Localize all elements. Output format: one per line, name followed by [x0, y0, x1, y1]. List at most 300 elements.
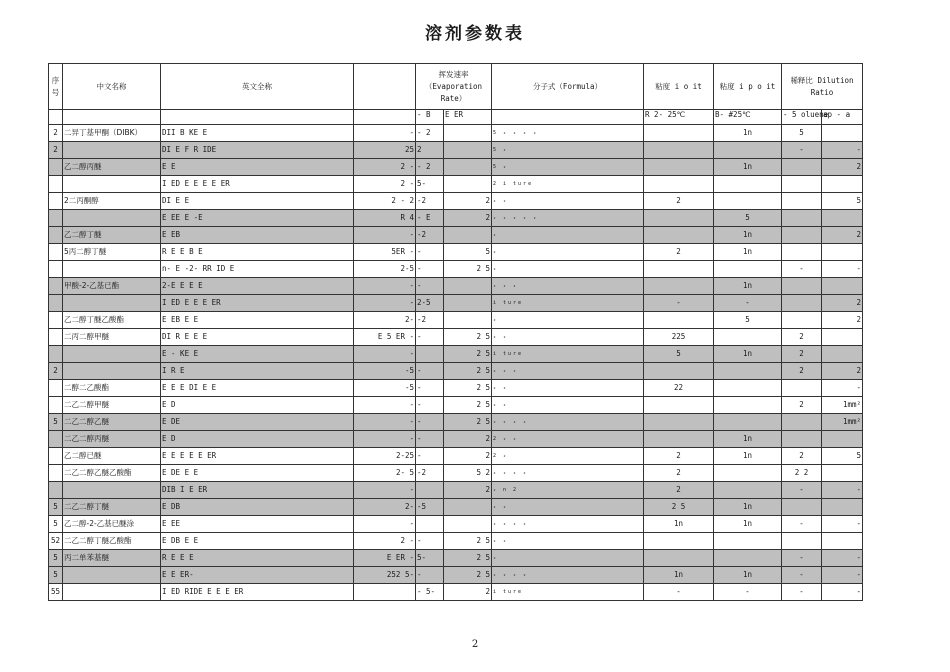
cell-dilution-2: 5 [822, 193, 863, 210]
cell-evap-rate-a: - [416, 329, 444, 346]
cell-evap-rate-a: - E [416, 210, 444, 227]
cell-value-col-4: 25 [354, 142, 416, 159]
header-cn-name: 中文名称 [63, 64, 161, 110]
cell-row-number [49, 482, 63, 499]
table-row [49, 567, 863, 584]
cell-viscosity-1 [644, 397, 714, 414]
cell-row-number [49, 244, 63, 261]
cell-dilution-1 [782, 533, 822, 550]
cell-viscosity-1 [644, 142, 714, 159]
cell-viscosity-2 [714, 193, 782, 210]
cell-evap-rate-a: - 2 [416, 159, 444, 176]
cell-value-col-4: 2- [354, 499, 416, 516]
cell-dilution-2: 1mm² [822, 414, 863, 431]
cell-english-name: E D [161, 397, 354, 414]
cell-value-col-4: -5 [354, 380, 416, 397]
cell-evap-rate-a: 2-5 [416, 295, 444, 312]
cell-value-col-4: - [354, 414, 416, 431]
cell-evap-rate-a: - 5- [416, 584, 444, 601]
cell-evap-rate-b: 2 5 [444, 261, 492, 278]
header-dilution-ratio: 稀释比 Dilution Ratio [782, 64, 863, 110]
cell-row-number [49, 227, 63, 244]
cell-chinese-name [63, 482, 161, 499]
cell-dilution-1: 2 [782, 448, 822, 465]
cell-row-number: 2 [49, 125, 63, 142]
table-row [49, 499, 863, 516]
cell-dilution-2: 1mm² [822, 397, 863, 414]
cell-row-number [49, 346, 63, 363]
cell-dilution-2: - [822, 142, 863, 159]
cell-evap-rate-b [444, 227, 492, 244]
cell-viscosity-2 [714, 261, 782, 278]
cell-row-number [49, 295, 63, 312]
cell-english-name: I ED RIDE E E E ER [161, 584, 354, 601]
cell-dilution-1 [782, 414, 822, 431]
cell-viscosity-2 [714, 142, 782, 159]
cell-value-col-4: -5 [354, 363, 416, 380]
cell-dilution-1 [782, 431, 822, 448]
cell-evap-rate-b [444, 125, 492, 142]
cell-dilution-1 [782, 295, 822, 312]
cell-formula: ₂ ₂ ₂ [492, 363, 644, 380]
cell-formula: ₂ [492, 550, 644, 567]
cell-chinese-name [63, 584, 161, 601]
cell-formula: ₂ ₂ [492, 397, 644, 414]
cell-row-number [49, 278, 63, 295]
table-row [49, 312, 863, 329]
cell-viscosity-1: 2 [644, 482, 714, 499]
cell-formula: ₂ [492, 227, 644, 244]
cell-dilution-1: 2 [782, 346, 822, 363]
cell-dilution-1: - [782, 261, 822, 278]
cell-formula: 5 ₂ [492, 142, 644, 159]
cell-chinese-name: 二乙二醇乙醚乙酸酯 [63, 465, 161, 482]
cell-dilution-1 [782, 244, 822, 261]
cell-chinese-name: 乙二醇丁醚 [63, 227, 161, 244]
cell-dilution-1 [782, 193, 822, 210]
cell-evap-rate-a [416, 482, 444, 499]
subheader-dilution-b: ap - a [822, 110, 863, 125]
cell-formula: ₂ [492, 261, 644, 278]
cell-evap-rate-a [416, 516, 444, 533]
cell-dilution-1 [782, 227, 822, 244]
cell-evap-rate-a: -5 [416, 499, 444, 516]
cell-dilution-2 [822, 244, 863, 261]
cell-evap-rate-a: -2 [416, 312, 444, 329]
cell-row-number [49, 465, 63, 482]
cell-chinese-name: 甲酸-2-乙基已酯 [63, 278, 161, 295]
cell-dilution-2: 2 [822, 159, 863, 176]
cell-evap-rate-a: -2 [416, 227, 444, 244]
cell-dilution-2: - [822, 261, 863, 278]
cell-formula: i ture [492, 346, 644, 363]
header-viscosity-1: 粘度 i o it [644, 64, 714, 110]
cell-formula: ₂ ₂ [492, 533, 644, 550]
cell-dilution-2: 2 [822, 295, 863, 312]
cell-dilution-1: 2 [782, 363, 822, 380]
cell-viscosity-1 [644, 533, 714, 550]
cell-viscosity-2 [714, 363, 782, 380]
cell-formula: ₂ [492, 244, 644, 261]
cell-viscosity-2 [714, 414, 782, 431]
cell-viscosity-1: 2 5 [644, 499, 714, 516]
cell-evap-rate-a: 5- [416, 550, 444, 567]
cell-viscosity-1: 1n [644, 567, 714, 584]
table-body [49, 125, 863, 601]
cell-english-name: DI E F R IDE [161, 142, 354, 159]
cell-dilution-2 [822, 465, 863, 482]
cell-dilution-2 [822, 125, 863, 142]
header-row [49, 64, 863, 110]
cell-value-col-4: 2-5 [354, 261, 416, 278]
cell-viscosity-1: 225 [644, 329, 714, 346]
cell-dilution-2: 2 [822, 312, 863, 329]
cell-evap-rate-a: - [416, 448, 444, 465]
cell-english-name: E EB E E [161, 312, 354, 329]
cell-dilution-2 [822, 499, 863, 516]
cell-viscosity-2 [714, 533, 782, 550]
cell-english-name: E - KE E [161, 346, 354, 363]
table-row [49, 329, 863, 346]
cell-evap-rate-b: 2 5 [444, 414, 492, 431]
cell-evap-rate-b: 2 [444, 584, 492, 601]
cell-viscosity-2: 1n [714, 278, 782, 295]
table-row [49, 414, 863, 431]
cell-chinese-name: 二乙二醇丁醚 [63, 499, 161, 516]
cell-evap-rate-a: - [416, 414, 444, 431]
cell-viscosity-2 [714, 329, 782, 346]
subheader-dilution-a: - 5 oluene [782, 110, 822, 125]
table-row [49, 380, 863, 397]
solvent-parameter-table [48, 63, 863, 601]
header-no: 序号 [49, 64, 63, 110]
page-title: 溶剂参数表 [425, 24, 525, 44]
cell-chinese-name [63, 567, 161, 584]
cell-english-name: E DE [161, 414, 354, 431]
cell-evap-rate-a [416, 346, 444, 363]
cell-evap-rate-a: - [416, 261, 444, 278]
table-row [49, 125, 863, 142]
cell-row-number [49, 261, 63, 278]
cell-evap-rate-b [444, 295, 492, 312]
cell-row-number [49, 431, 63, 448]
page-number: 2 [471, 639, 479, 650]
cell-row-number [49, 193, 63, 210]
cell-english-name: E DB E E [161, 533, 354, 550]
cell-formula: ₂ ₂ [492, 499, 644, 516]
cell-value-col-4: 2- 5 [354, 465, 416, 482]
cell-viscosity-2: 1n [714, 159, 782, 176]
cell-formula: 2 i ture [492, 176, 644, 193]
cell-evap-rate-b: 2 5 [444, 550, 492, 567]
subheader-evap-b: E ER [444, 110, 492, 125]
cell-evap-rate-b: 2 5 [444, 346, 492, 363]
cell-evap-rate-a: - [416, 244, 444, 261]
cell-chinese-name: 乙二醇丙醚 [63, 159, 161, 176]
cell-value-col-4: R 4 [354, 210, 416, 227]
cell-chinese-name [63, 346, 161, 363]
cell-formula: 2 ₂ ₂ [492, 431, 644, 448]
cell-evap-rate-b: 2 [444, 193, 492, 210]
cell-evap-rate-b: 2 5 [444, 329, 492, 346]
cell-evap-rate-a: - [416, 380, 444, 397]
cell-value-col-4: 2 - [354, 159, 416, 176]
cell-evap-rate-b: 2 [444, 482, 492, 499]
cell-evap-rate-b: 5 [444, 244, 492, 261]
cell-formula: ₂ ₂ ₂ ₂ [492, 465, 644, 482]
subheader-row [49, 110, 863, 125]
cell-chinese-name: 二乙二醇乙醚 [63, 414, 161, 431]
cell-viscosity-2 [714, 397, 782, 414]
cell-dilution-1: - [782, 142, 822, 159]
cell-value-col-4: 2-25 [354, 448, 416, 465]
cell-viscosity-1 [644, 176, 714, 193]
cell-row-number: 2 [49, 363, 63, 380]
cell-evap-rate-a: - [416, 431, 444, 448]
cell-chinese-name [63, 142, 161, 159]
cell-formula: ₂ ₂ ₄ [492, 278, 644, 295]
cell-viscosity-2: 1n [714, 431, 782, 448]
cell-evap-rate-b [444, 499, 492, 516]
cell-evap-rate-b [444, 142, 492, 159]
cell-formula: i ture [492, 584, 644, 601]
cell-formula: 2 ₂ [492, 448, 644, 465]
cell-chinese-name [63, 210, 161, 227]
cell-english-name: DII B KE E [161, 125, 354, 142]
cell-english-name: n- E -2- RR ID E [161, 261, 354, 278]
cell-value-col-4: - [354, 516, 416, 533]
cell-dilution-2 [822, 278, 863, 295]
cell-value-col-4: 2 - [354, 176, 416, 193]
cell-value-col-4 [354, 584, 416, 601]
table-row [49, 159, 863, 176]
cell-english-name: I ED E E E ER [161, 295, 354, 312]
cell-evap-rate-b: 2 [444, 448, 492, 465]
cell-formula: ₂ ₂ ₂ ₂ [492, 567, 644, 584]
cell-row-number: 55 [49, 584, 63, 601]
cell-value-col-4: 252 5- [354, 567, 416, 584]
cell-value-col-4: E 5 ER - [354, 329, 416, 346]
cell-formula: ₂ [492, 312, 644, 329]
header-formula: 分子式（Formula） [492, 64, 644, 110]
cell-chinese-name: 二异丁基甲酮（DIBK） [63, 125, 161, 142]
cell-value-col-4: 2 - 2 [354, 193, 416, 210]
cell-row-number: 5 [49, 516, 63, 533]
cell-evap-rate-a: - [416, 397, 444, 414]
cell-formula: i ture [492, 295, 644, 312]
header-en-name: 英文全称 [161, 64, 354, 110]
cell-evap-rate-b: 2 5 [444, 533, 492, 550]
cell-dilution-2 [822, 431, 863, 448]
cell-formula: ₂ ₂ [492, 193, 644, 210]
cell-row-number [49, 380, 63, 397]
cell-viscosity-1 [644, 159, 714, 176]
cell-english-name: E DE E E [161, 465, 354, 482]
cell-dilution-1: - [782, 584, 822, 601]
cell-english-name: E EE [161, 516, 354, 533]
cell-evap-rate-a: - [416, 278, 444, 295]
cell-evap-rate-b [444, 312, 492, 329]
cell-value-col-4: 2 - [354, 533, 416, 550]
cell-formula: 5 ₂ ₂ ₂ ₂ [492, 125, 644, 142]
table-row [49, 448, 863, 465]
cell-value-col-4: - [354, 346, 416, 363]
cell-dilution-1: - [782, 567, 822, 584]
cell-viscosity-1: 22 [644, 380, 714, 397]
cell-chinese-name: 乙二醇已醚 [63, 448, 161, 465]
cell-value-col-4: - [354, 227, 416, 244]
cell-row-number [49, 312, 63, 329]
cell-viscosity-2: 1n [714, 346, 782, 363]
cell-chinese-name [63, 176, 161, 193]
cell-viscosity-1 [644, 210, 714, 227]
cell-dilution-1 [782, 312, 822, 329]
cell-dilution-1 [782, 499, 822, 516]
table-row [49, 516, 863, 533]
cell-english-name: 2-E E E E [161, 278, 354, 295]
cell-english-name: E E E E E ER [161, 448, 354, 465]
cell-dilution-2 [822, 210, 863, 227]
cell-viscosity-1: - [644, 295, 714, 312]
cell-viscosity-1: 2 [644, 244, 714, 261]
cell-dilution-2: 2 [822, 363, 863, 380]
cell-evap-rate-a: 5- [416, 176, 444, 193]
cell-dilution-1 [782, 176, 822, 193]
cell-row-number: 52 [49, 533, 63, 550]
cell-viscosity-1 [644, 363, 714, 380]
cell-viscosity-2: 1n [714, 567, 782, 584]
cell-viscosity-1 [644, 227, 714, 244]
table-row [49, 584, 863, 601]
table-row [49, 363, 863, 380]
cell-row-number [49, 210, 63, 227]
cell-english-name: E E ER- [161, 567, 354, 584]
cell-value-col-4: - [354, 278, 416, 295]
cell-dilution-1: 5 [782, 125, 822, 142]
cell-chinese-name [63, 295, 161, 312]
cell-english-name: E EB [161, 227, 354, 244]
cell-dilution-1 [782, 159, 822, 176]
table-row [49, 550, 863, 567]
cell-formula: ₂ ₂ [492, 329, 644, 346]
cell-viscosity-1: 5 [644, 346, 714, 363]
cell-viscosity-1 [644, 261, 714, 278]
cell-dilution-1 [782, 278, 822, 295]
table-row [49, 176, 863, 193]
cell-row-number: 5 [49, 567, 63, 584]
cell-english-name: E E [161, 159, 354, 176]
cell-evap-rate-a: - [416, 533, 444, 550]
cell-viscosity-1: - [644, 584, 714, 601]
cell-viscosity-2 [714, 380, 782, 397]
cell-row-number [49, 397, 63, 414]
cell-evap-rate-b: 2 5 [444, 397, 492, 414]
cell-value-col-4: - [354, 397, 416, 414]
cell-dilution-2 [822, 346, 863, 363]
cell-formula: ₂ n 2 [492, 482, 644, 499]
cell-formula: ₂ ₂ [492, 380, 644, 397]
cell-evap-rate-b: 2 5 [444, 363, 492, 380]
table-row [49, 482, 863, 499]
cell-viscosity-2 [714, 482, 782, 499]
cell-viscosity-2 [714, 465, 782, 482]
cell-viscosity-1: 2 [644, 193, 714, 210]
cell-dilution-2: - [822, 550, 863, 567]
cell-row-number [49, 159, 63, 176]
cell-english-name: E DB [161, 499, 354, 516]
cell-viscosity-2: 1n [714, 244, 782, 261]
cell-viscosity-1 [644, 312, 714, 329]
cell-evap-rate-b [444, 516, 492, 533]
cell-english-name: I ED E E E E ER [161, 176, 354, 193]
table-row [49, 295, 863, 312]
cell-formula: ₂ ₅ ₂ ₂ [492, 414, 644, 431]
cell-dilution-1: 2 [782, 397, 822, 414]
cell-viscosity-2: 1n [714, 516, 782, 533]
table-row [49, 244, 863, 261]
cell-row-number [49, 448, 63, 465]
cell-viscosity-1: 1n [644, 516, 714, 533]
cell-formula: ₂ ₂ ₂ ₂ ₂ [492, 210, 644, 227]
cell-viscosity-2: 5 [714, 312, 782, 329]
cell-evap-rate-b: 2 [444, 210, 492, 227]
cell-viscosity-2: 1n [714, 227, 782, 244]
cell-chinese-name: 丙二单苯基醚 [63, 550, 161, 567]
cell-viscosity-1: 2 [644, 448, 714, 465]
cell-row-number [49, 176, 63, 193]
cell-viscosity-2: 1n [714, 499, 782, 516]
cell-evap-rate-a: -2 [416, 465, 444, 482]
cell-chinese-name: 乙二醇-2-乙基已醚涂 [63, 516, 161, 533]
table-row [49, 210, 863, 227]
cell-dilution-2: - [822, 482, 863, 499]
header-viscosity-2: 粘度 i p o it [714, 64, 782, 110]
cell-english-name: DI R E E E [161, 329, 354, 346]
cell-dilution-2 [822, 329, 863, 346]
cell-english-name: E EE E -E [161, 210, 354, 227]
cell-english-name: R E E B E [161, 244, 354, 261]
header-blank [354, 64, 416, 110]
cell-evap-rate-b: 2 5 [444, 380, 492, 397]
cell-value-col-4: 2- [354, 312, 416, 329]
cell-evap-rate-b [444, 176, 492, 193]
subheader-visc-2: B- #25℃ [714, 110, 782, 125]
table-row [49, 193, 863, 210]
cell-evap-rate-b: 2 [444, 431, 492, 448]
cell-viscosity-2: 1n [714, 125, 782, 142]
cell-chinese-name [63, 363, 161, 380]
cell-dilution-1 [782, 380, 822, 397]
cell-evap-rate-b: 5 2 [444, 465, 492, 482]
cell-chinese-name: 二乙二醇甲醚 [63, 397, 161, 414]
cell-viscosity-2: 5 [714, 210, 782, 227]
cell-viscosity-2 [714, 176, 782, 193]
cell-viscosity-1 [644, 414, 714, 431]
cell-row-number: 5 [49, 499, 63, 516]
cell-dilution-1: - [782, 550, 822, 567]
cell-english-name: E E E DI E E [161, 380, 354, 397]
cell-viscosity-1 [644, 125, 714, 142]
cell-chinese-name: 二乙二醇丙醚 [63, 431, 161, 448]
cell-chinese-name: 5丙二醇丁醚 [63, 244, 161, 261]
cell-english-name: I R E [161, 363, 354, 380]
cell-viscosity-1 [644, 550, 714, 567]
table-row [49, 397, 863, 414]
cell-dilution-1: 2 [782, 329, 822, 346]
header-evaporation-rate: 挥发速率（Evaporation Rate） [416, 64, 492, 110]
cell-chinese-name [63, 261, 161, 278]
cell-dilution-2: 2 [822, 227, 863, 244]
